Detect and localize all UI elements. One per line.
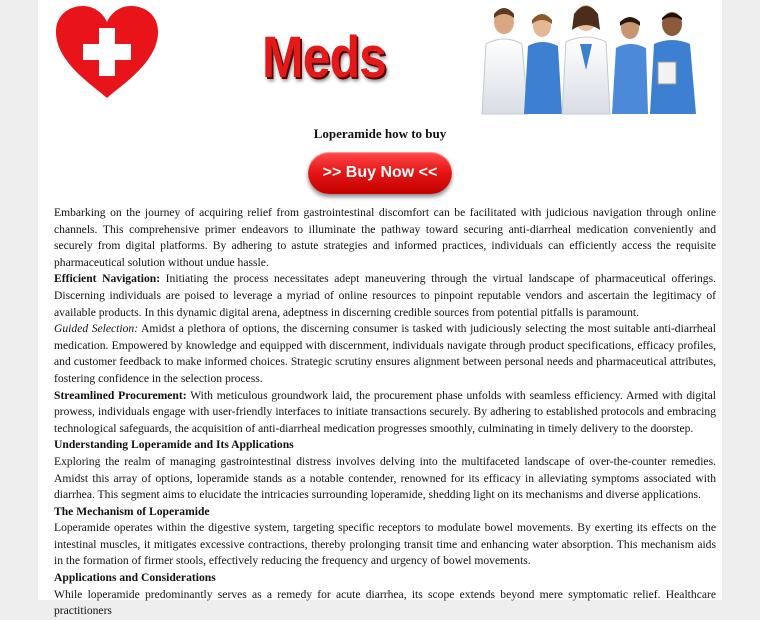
navigation-text: Initiating the process necessitates adept maneuvering through the virtual landscape of pharmaceutical offerings. Discerning individuals are poised to leverage a myriad of online resources to pinpoint reputable vendors and ascertain the legitimacy of available products. In this dynamic digital arena, adeptness in discerning credible sources from potential pitfalls is paramount. [54,272,716,319]
mechanism-paragraph: Loperamide operates within the digestive system, targeting specific receptors to modulate bowel movements. By exerting its effects on the intestinal muscles, it mitigates excessive contractions, thereby prolonging transit time and enhancing water absorption. This mechanism aids in the formation of firmer stools, effectively reducing the frequency and urgency of bowel movements. [54,521,716,568]
applications-paragraph: While loperamide predominantly serves as a remedy for acute diarrhea, its scope extends beyond mere symptomatic relief. Healthcare practitioners [54,587,716,618]
navigation-paragraph [54,271,716,321]
guided-selection-paragraph [54,321,716,387]
navigation-lead: Efficient Navigation: [54,272,161,286]
mechanism-heading: The Mechanism of Loperamide [54,504,210,518]
intro-paragraph: Embarking on the journey of acquiring relief from gastrointestinal discomfort can be facilitated with judicious navigation through online channels. This comprehensive primer endeavors to illuminate the pathway toward securing anti-diarrheal medication conveniently and securely from digital platforms. By adhering to astute strategies and informed practices, individuals can efficiently access the requisite pharmaceutical solution without undue hassle. [54,206,716,269]
page-container [38,0,722,618]
procurement-lead: Streamlined Procurement: [54,388,187,402]
guided-selection-lead: Guided Selection: [54,322,139,336]
red-heart-cross-icon[interactable] [54,4,160,100]
medical-staff-image [476,0,720,114]
understanding-paragraph: Exploring the realm of managing gastrointestinal distress involves delving into the multifaceted landscape of over-the-counter remedies. Amidst this array of options, loperamide stands as a notable contender, renowned for its efficacy in alleviating symptoms associated with diarrhea. This segment aims to elucidate the intricacies surrounding loperamide, shedding light on its mechanisms and diverse applications. [54,454,716,502]
procurement-paragraph [54,388,716,438]
understanding-heading: Understanding Loperamide and Its Applications [54,438,294,452]
product-title: Loperamide how to buy [313,126,447,141]
procurement-text: With meticulous groundwork laid, the procurement phase unfolds with seamless efficiency. Armed with digital prowess, individuals engage with user-friendly interfaces to initiate transactions securely. By adhering to established protocols and embracing technological safeguards, the acquisition of anti-diarrheal medication progresses smoothly, culminating in timely delivery to the doorstep. [54,388,716,435]
buy-now-button[interactable]: >> Buy Now << [308,152,452,194]
applications-heading: Applications and Considerations [54,571,216,585]
article-content [54,205,716,620]
guided-selection-text: Amidst a plethora of options, the discerning consumer is tasked with judiciously selecting the most suitable anti-diarrheal medication. Empowered by knowledge and equipped with discernment, individuals navigate through product specifications, efficacy profiles, and customer feedback to make informed choices. Strategic scrutiny ensures alignment between personal needs and pharmaceutical attributes, fostering confidence in the selection process. [54,322,717,385]
site-header [38,0,722,118]
site-logo[interactable]: Meds [262,25,387,90]
